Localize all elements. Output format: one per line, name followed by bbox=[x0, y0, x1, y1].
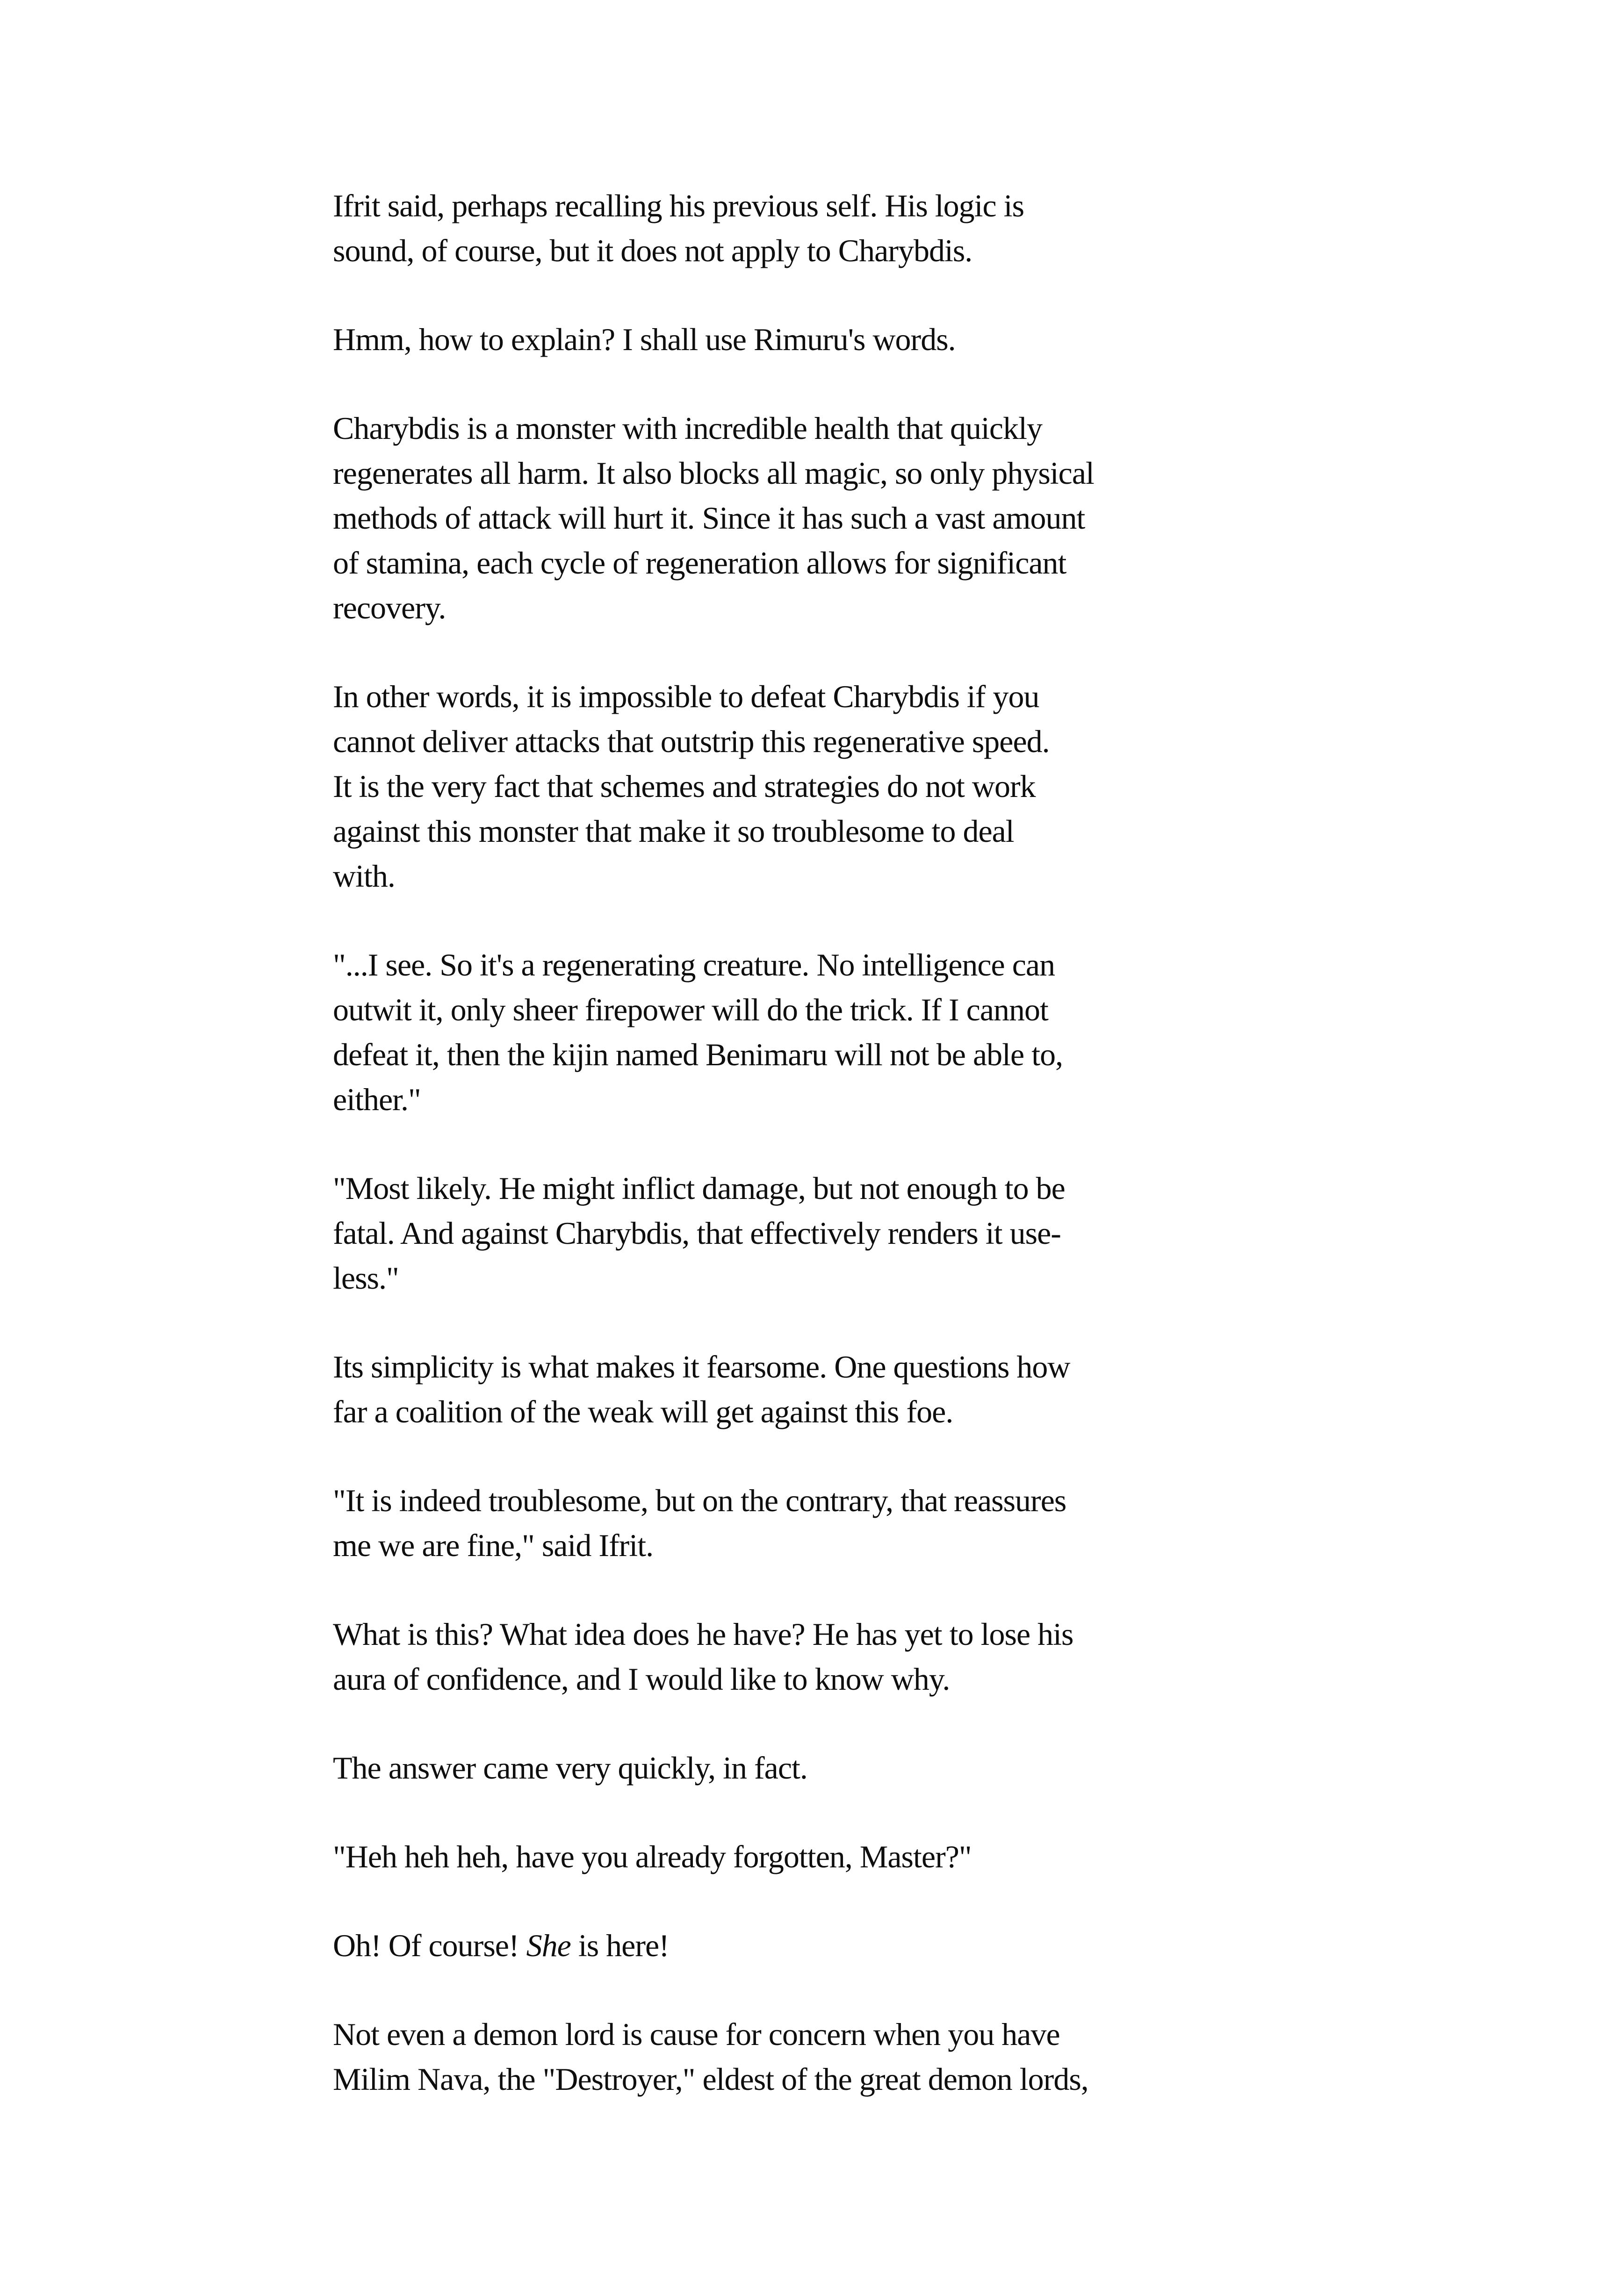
text-run: defeat it, then the kijin named Benimaru will not be able to, bbox=[333, 1037, 1063, 1072]
text-run: Ifrit said, perhaps recalling his previous self. His logic is bbox=[333, 188, 1024, 223]
text-run: regenerates all harm. It also blocks all magic, so only physical bbox=[333, 455, 1094, 491]
paragraph bbox=[333, 1166, 1329, 1300]
text-run: She bbox=[526, 1928, 571, 1963]
text-run: aura of confidence, and I would like to know why. bbox=[333, 1661, 950, 1697]
text-run: is here! bbox=[570, 1928, 669, 1963]
text-run: with. bbox=[333, 858, 395, 894]
text-run: of stamina, each cycle of regeneration allows for significant bbox=[333, 545, 1066, 581]
text-run: What is this? What idea does he have? He has yet to lose his bbox=[333, 1616, 1073, 1652]
text-run: outwit it, only sheer firepower will do the trick. If I cannot bbox=[333, 992, 1048, 1027]
text-run: "...I see. So it's a regenerating creature. No intelligence can bbox=[333, 947, 1055, 983]
paragraph bbox=[333, 1923, 1329, 1968]
text-run: far a coalition of the weak will get against this foe. bbox=[333, 1394, 953, 1429]
text-run: Hmm, how to explain? I shall use Rimuru's words. bbox=[333, 322, 956, 357]
paragraph bbox=[333, 674, 1329, 898]
paragraph bbox=[333, 1478, 1329, 1568]
text-run: Milim Nava, the "Destroyer," eldest of the great demon lords, bbox=[333, 2061, 1088, 2097]
text-run: against this monster that make it so troublesome to deal bbox=[333, 813, 1014, 849]
paragraph bbox=[333, 942, 1329, 1122]
text-run: either." bbox=[333, 1082, 421, 1117]
text-run: recovery. bbox=[333, 590, 446, 625]
text-run: cannot deliver attacks that outstrip this regenerative speed. bbox=[333, 724, 1050, 759]
text-run: me we are fine," said Ifrit. bbox=[333, 1528, 654, 1563]
text-run: Not even a demon lord is cause for concern when you have bbox=[333, 2016, 1060, 2052]
text-run: less." bbox=[333, 1260, 399, 1296]
text-run: "Most likely. He might inflict damage, but not enough to be bbox=[333, 1170, 1065, 1206]
text-run: It is the very fact that schemes and strategies do not work bbox=[333, 768, 1036, 804]
paragraph bbox=[333, 406, 1329, 630]
paragraph bbox=[333, 2012, 1329, 2102]
paragraph bbox=[333, 183, 1329, 273]
text-run: Charybdis is a monster with incredible health that quickly bbox=[333, 410, 1042, 446]
text-run: methods of attack will hurt it. Since it has such a vast amount bbox=[333, 500, 1085, 536]
text-run: Its simplicity is what makes it fearsome. One questions how bbox=[333, 1349, 1070, 1385]
paragraph bbox=[333, 317, 1329, 362]
text-run: fatal. And against Charybdis, that effectively renders it use- bbox=[333, 1215, 1061, 1251]
text-run: Oh! Of course! bbox=[333, 1928, 526, 1963]
paragraph bbox=[333, 1834, 1329, 1879]
text-run: sound, of course, but it does not apply to Charybdis. bbox=[333, 233, 972, 268]
paragraph bbox=[333, 1612, 1329, 1701]
text-run: In other words, it is impossible to defeat Charybdis if you bbox=[333, 679, 1039, 714]
text-run: The answer came very quickly, in fact. bbox=[333, 1750, 807, 1786]
paragraph bbox=[333, 1745, 1329, 1790]
text-run: "Heh heh heh, have you already forgotten, Master?" bbox=[333, 1839, 972, 1874]
page-text bbox=[333, 183, 1329, 2102]
paragraph bbox=[333, 1344, 1329, 1434]
text-run: "It is indeed troublesome, but on the contrary, that reassures bbox=[333, 1483, 1066, 1518]
